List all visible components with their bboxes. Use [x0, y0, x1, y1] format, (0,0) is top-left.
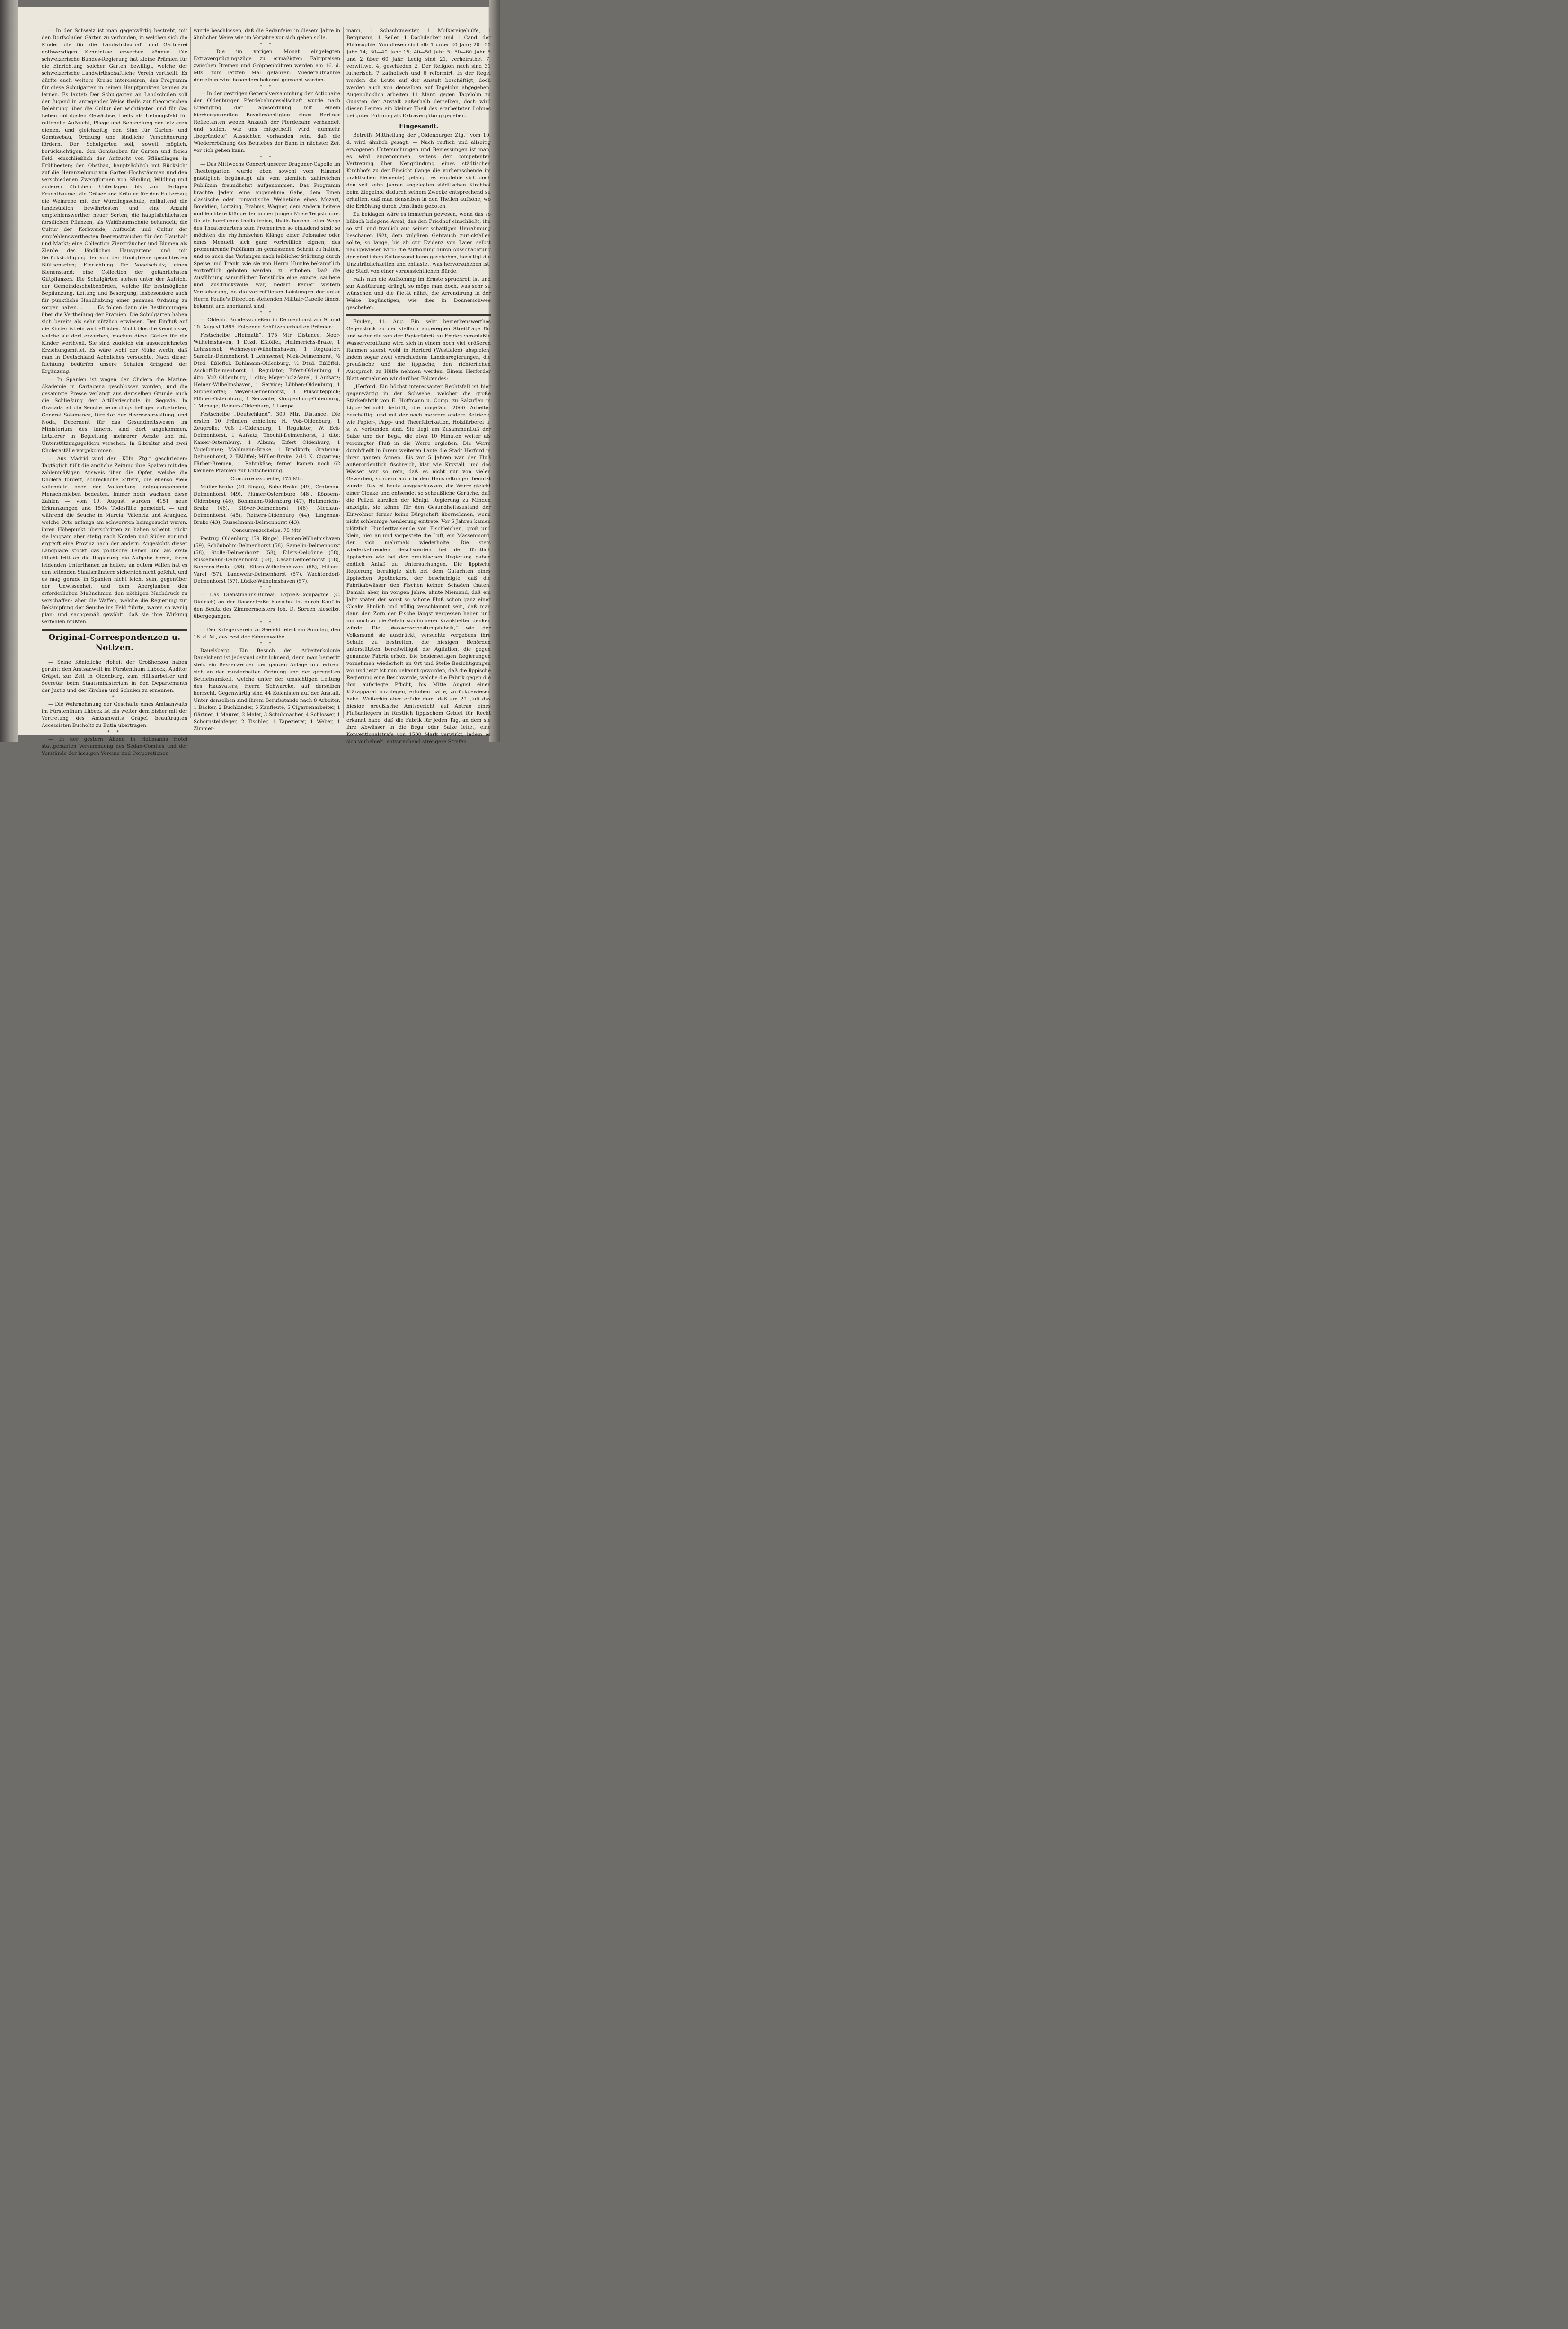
separator-stars: * *: [260, 642, 274, 646]
separator-stars: * *: [260, 43, 274, 47]
separator-stars: * *: [260, 155, 274, 160]
article-bundesschiessen: — Oldenb. Bundesschießen in Delmenhorst am 9. und 10. August 1885. Folgende Schützen erhielten Prämien:: [194, 317, 340, 330]
article-emden: Emden, 11. Aug. Ein sehr bemerkenswerthes Gegenstück zu der vielfach angeregten Streitfrage für und wider die von der Papierfabrik zu Emden veranlaßte Wasservergiftung wird sich in einem noch viel größeren Rahmen zuerst wohl in Herford (Westfalen) abspielen, indem sogar zwei verschiedene Landesregierungen, die preußische und die lippische, den richterlichen Ausspruch zu Hülfe nehmen werden. Einem Herforder Blatt entnehmen wir darüber Folgendes:: [346, 319, 491, 381]
article-herford: „Herford. Ein höchst interessanter Rechtsfall ist hier gegenwärtig in der Schwebe, welcher die große Stärkefabrik von E. Hoffmann u. Comp. zu Salzuflen in Lippe-Detmold betrifft, die ungefähr 2000 Arbeiter beschäftigt und mit der noch mehrere andere Betriebe, wie Papier-, Papp- und Theerfabrikation, Holzfärberei u. s. w. verbunden sind. Sie liegt am Zusammenfluß der Salze und der Bega, die etwa 10 Minuten weiter als vereinigter Fluß in die Werre ergießen. Die Werre durchfließt in ihrem weiteren Laufe die Stadt Herford in ihrer ganzen Ärmen. Bis vor 5 Jahren war der Fluß außerordentlich fischreich, klar wie Krystall, und das Wasser war so rein, daß es nicht nur von vielen Gewerben, sondern auch in den Haushaltungen benutzt wurde. Das ist heute ausgeschlossen, die Werre gleicht einer Cloake und entsendet so scheußliche Gerüche, daß die Polizei kürzlich der königl. Regierung zu Minden anzeigte, sie könne für den Gesundheitszustand der Einwohner ferner keine Bürgschaft übernehmen, wenn nicht schleunige Aenderung eintrete. Vor 5 Jahren kamen plötzlich Hunderttausende von Fischleichen, groß und klein, hier an und verpestete die Luft, ein Massenmord, der sich mehrmals wiederholte. Die stets wiederkehrenden Beschwerden bei der fürstlich lippischen wie bei der preußischen Regierung gaben endlich Anlaß zu Untersuchungen. Die lippische Regierung beruhigte sich bei dem Gutachten eines lippischen Apothekers, der bescheinigte, daß die Fabrikabwässer den Fischen keinen Schaden thäten. Damals aber, im vorigen Jahre, ahnte Niemand, daß ein Jahr später der sonst so schöne Fluß schon ganz einer Cloake ähnlich und völlig verschlammt sein, daß man dann den Zorn der Fische längst vergessen haben und nur noch an die Gefahr schlimmerer Krankheiten denken würde. Die „Wasserverpestungsfabrik,“ wie der Volksmund sie ausdrückt, versuchte vergebens ihre Schuld zu bestreiten, die hiesigen Behörden unterstützten bereitwilligst die Agitation, die gegen genannte Fabrik erhob. Die beiderseitigen Regierungen vornehmen wiederholt an Ort und Stelle Besichtigungen vor und jetzt ist nun bekannt geworden, daß die lippische Regierung eine Beschwerde, welche die Fabrik gegen die ihm auferlegte Pflicht, bis Mitte August einen Klärapparat anzulegen, erhoben hatte, zurückgewiesen habe. Weiterhin aber erfuhr man, daß am 22. Juli das hiesige preußische Amtsgericht auf Antrag eines Flußanliegers in fürstlich lippischem Gebiet für Recht erkannt habe, daß die Fabrik für jeden Tag, an dem sie ihre Abwässer in die Bega oder Salze leitet, eine Konventionalstrafe von 1500 Mark verwirkt, indem es sich vorbehielt, entsprechend strengere Strafen: [346, 384, 491, 744]
list-concurrenzscheibe-175: Müller-Brake (49 Ringe), Bube-Brake (49), Gratenau-Delmenhorst (49), Plümer-Osternburg (48), Köppens-Oldenburg (48), Bohlmann-Oldenburg (47), Hellmerichs-Brake (46), Stöver-Delmenhorst (46) Nicolaus-Delmenhorst (45), Reiners-Oldenburg (44), Lingenau-Brake (43), Russelmann-Delmenhorst (43).: [194, 484, 340, 525]
subheading-concurrenzscheibe-75: Concurrenzscheibe, 75 Mtr.: [232, 528, 302, 533]
separator-stars: * *: [260, 311, 274, 316]
column-rule: [190, 27, 191, 718]
article-express-compagnie: — Das Dienstmanns-Bureau Expreß-Compagnie (C. Dietrich) an der Rosenstraße hieselbst ist durch Kauf in den Besitz des Zimmermeisters Joh. D. Spreen hieselbst übergegangen.: [194, 592, 340, 619]
article-grossherzog: — Seine Königliche Hoheit der Großherzog haben geruht: den Amtsanwalt im Fürstenthum Lübeck, Auditor Gräpel, zur Zeit in Oldenburg, zum Hülfsarbeiter und Secretär beim Staatsministerium in den Departements der Justiz und der Kirchen und Schulen zu ernennen.: [42, 659, 187, 693]
column-1: [42, 27, 187, 756]
article-schweiz-schulgaerten: — In der Schweiz ist man gegenwärtig bestrebt, mit den Dorfschulen Gärten zu verbinden, in welchen sich die Kinder die für die Landwirthschaft und Gärtnerei nothwendigen Kenntnisse erwerben können. Die schweizerische Bundes-Regierung hat kleine Prämien für die Einrichtung solcher Gärten bewilligt, welche der schweizerische Landwirthschaftliche Verein vertheilt. Es dürfte auch weitere Kreise interessiren, das Programm für diese Schulgärten in seinen Hauptpunkten kennen zu lernen. Es lautet: Der Schulgarten an Landschulen soll der Jugend in anregender Weise theils zur theoretischen Belehrung über die Cultur der wichtigsten und für das Leben nöthigsten Gewächse, theils als Uebungsfeld für rationelle Aufzucht, Pflege und Behandlung der letzteren dienen, und gleichzeitig den Sinn für Garten- und Gemüsebau, Ordnung und ländliche Verschönerung fördern. Der Schulgarten soll, soweit möglich, berücksichtigen: den Gemüsebau für Garten und freies Feld, einschließlich der Aufzucht von Pflänzlingen in Frühbeeten; den Obstbau, hauptsächlich mit Rücksicht auf die Heranziehung von Garten-Hochstämmen und den verschiedenen Zwergformen von Sämling, Wildling und anderen üblichen Unterlagen bis zum fertigen Fruchtbaume; die Gräser und Kräuter für den Futterbau; die Weinrebe mit der Würzlingsschule, enthaltend die landesüblich bewährtesten und eine Anzahl empfehlenswerther neuer Sorten; die hauptsächlichsten forstlichen Pflanzen, als Waldbaumschule behandelt; die Cultur der Korbweide; Aufzucht und Cultur der empfehlenswerthesten Beerensträucher für den Haushalt und Markt; eine Collection Ziersträucher und Blumen als Zierde des ländlichen Hausgartens und mit Berücksichtigung der von der Honigbiene gesuchtesten Blüthenarten; Einrichtung für Vogelschutz; einen Bienenstand; eine Collection der gefährlichsten Giftpflanzen. Die Schulgärten stehen unter der Aufsicht der Gemeindeschulbehörden, welche für bestmögliche Bepflanzung, Leitung und Besorgung, insbesondere auch für pünktliche Handhabung einer genauen Ordnung zu sorgen haben. . . . . Es folgen dann die Bestimmungen über die Vertheilung der Prämien. Die Schulgärten haben sich bereits als sehr nützlich erwiesen. Der Einfluß auf die Kinder ist ein vortrefflicher. Nicht blos die Kenntnisse, welche sie dort erwerben, machen diese Gärten für die Kinder werthvoll. Sie sind zugleich ein ausgezeichnetes Erziehungsmittel. Es wäre wohl der Mühe werth, daß man in Deutschland Aehnliches versuchte. Nach dieser Richtung bedürfen unsere Schulen dringend der Ergänzung.: [42, 28, 187, 374]
separator-stars: * *: [260, 85, 274, 89]
article-dragoner-capelle: — Das Mittwochs Concert unserer Dragoner-Capelle im Theatergarten wurde eben sowohl vom Himmel gnädiglich begünstigt als vom ziemlich zahlreichen Publikum freundlichst aufgenommen. Das Programm brachte Jedem eine angenehme Gabe, dem Einen classische oder romantische Weihetöne eines Mozart, Boieldieu, Lortzing, Brahms, Wagner, dem Andern heitere und leichtere Klänge der immer jungen Muse Terpsichore. Da die herrlichen theils freien, theils beschatteten Wege des Theatergartens zum Promeniren so einladend sind: so möchten die rhythmischen Klänge einer Polonaise oder eines Menuett sich ganz vortrefflich eignen, das promenirende Publikum im gemessenen Schritt zu halten, und so auch das Verlangen nach leiblicher Stärkung durch Speise und Trank, wie sie von Herrn Humke bekanntlich vortrefflich geboten werden, zu erhöhen. Daß die Ausführung sämmtlicher Tonstücke eine exacte, saubere und ausdrucksvolle war, bedarf keiner weitern Versicherung, da die vortrefflichen Leistungen der unter Herrn Feuße's Direction stehenden Militair-Capelle längst bekannt und anerkannt sind.: [194, 161, 340, 309]
column-3: [346, 27, 491, 744]
list-concurrenzscheibe-75: Pestrup Oldenburg (59 Ringe), Heinen-Wilhelmshaven (59), Schönbohm-Delmenhorst (58), Samelin-Delmenhorst (58), Stolle-Delmenhorst (58), Eilers-Oelgönne (58), Russelmann-Delmenhorst (58), Cäsar-Delmenhorst (58), Behrens-Brake (58), Eilers-Wilhelmshaven (58), Hillers-Varel (57), Landwehr-Delmenhorst (57), Wachtendorf-Delmenhorst (57), Lüdke-Wilhelmshaven (57).: [194, 536, 340, 584]
article-sedanfeier-cont: wurde beschlossen, daß die Sedanfeier in diesem Jahre in ähnlicher Weise wie im Vorjahre vor sich gehen solle.: [194, 28, 340, 41]
section-heading-eingesandt: Eingesandt.: [399, 123, 439, 130]
book-spine-shadow: [0, 0, 18, 742]
separator-stars: * *: [260, 586, 274, 591]
article-dauelsberg-cont: mann, 1 Schachtmeister, 1 Molkereigehülfe, 1 Bergmann, 1 Seiler, 1 Dachdecker und 1 Cand. der Philosophie. Von diesen sind alt: 1 unter 20 Jahr; 20—30 Jahr 14; 30—40 Jahr 15; 40—50 Jahr 5; 50—60 Jahr 5 und 2 über 60 Jahr. Ledig sind 21, verheirathet 7, verwittwet 4, geschieden 2. Der Religion nach sind 31 lutherisch, 7 katholisch und 6 reformirt. In der Regel werden die Leute auf der Anstalt beschäftigt, doch werden auch von denselben auf Tagelohn abgegeben. Augenblicklich arbeiten 11 Mann gegen Tagelohn zu Gunsten der Anstalt außerhalb derselben, doch wird diesen Leuten ein kleiner Theil des erarbeiteten Lohnes bei guter Führung als Extravergütung gegeben.: [346, 28, 491, 119]
article-extravergnuegungszuege: — Die im vorigen Monat eingelegten Extravergnügungszüge zu ermäßigten Fahrpreisen zwischen Bremen und Gröppenbühren werden am 16. d. Mts. zum letzten Mal gefahren. Wiederaufnahme derselben wird besonders bekannt gemacht werden.: [194, 49, 340, 83]
list-festscheibe-deutschland: Festscheibe „Deutschland“, 300 Mtr. Distance. Die ersten 10 Prämien erhielten: H. Voß-Oldenburg, 1 Zeugrolle; Voß I.-Oldenburg, 1 Regulator; W. Eck-Delmenhorst, 1 Aufsatz; Thouhil-Delmenhorst, 1 dito; Kaiser-Osternburg, 1 Album; Eifert Oldenburg, 1 Vogelbauer; Mahlmann-Brake, 1 Brodkorb; Gratenau-Delmenhorst, 2 Eßlöffel; Müller-Brake, 2/10 K. Cigarren; Färber-Bremen, 1 Rahmkäse; ferner kamen noch 62 kleinere Prämien zur Entscheidung.: [194, 411, 340, 474]
article-spanien-cholera: — In Spanien ist wegen der Cholera die Marine-Akademie in Cartagena geschlossen worden, und die gesammte Presse verlangt aus demselben Grunde auch die Schließung der Artillerieschule in Segovia. In Granada ist die Seuche neuerdings heftiger aufgetreten, General Salamanca, Director der Heeresverwaltung, und Noda, Decernent für das Gesundheitswesen im Ministerium des Innern, sind dort angekommen, Letzterer in Begleitung mehrerer Aerzte und mit Unterstützungsgeldern versehen. In Gibraltar sind zwei Choleraställe vorgekommen.: [42, 377, 187, 453]
subheading-concurrenzscheibe-175: Concurrenzscheibe, 175 Mtr.: [230, 476, 303, 482]
article-kriegerverein-seefeld: — Der Kriegerverein zu Seefeld feiert am Sonntag, den 16. d. M., das Fest der Fahnenweihe.: [194, 627, 340, 640]
article-dauelsberg: Dauelsberg. Ein Besuch der Arbeiterkolonie Dauelsberg ist jedesmal sehr lohnend, denn man bemerkt stets ein Besserwerden der ganzen Anlage und erfreut sich an der musterhaften Ordnung und der geregelten Betriebsamkeit, welche unter der umsichtigen Leitung des Hausvaters, Herrn Schwarcke, auf derselben herrscht. Gegenwärtig sind 44 Kolonisten auf der Anstalt. Unter denselben sind ihrem Berufsstande nach 8 Arbeiter, 1 Bäcker, 2 Buchbinder, 5 Kaufleute, 5 Cigarrenarbeiter, 1 Gärtner, 1 Maurer, 2 Maler, 3 Schuhmacher, 4 Schlosser, 1 Schornsteinfeger, 2 Tischler, 1 Tapezierer, 1 Weber, 1 Zimmer-: [194, 648, 340, 732]
article-madrid-koeln-ztg: — Aus Madrid wird der „Köln. Ztg.“ geschrieben: Tagtäglich füllt die amtliche Zeitung ihre Spalten mit den zahlenmäßigen Ausweis über die Opfer, welche die Cholera fordert, schreckliche Ziffern, die ebenso viele vollendete oder der Vollendung entgegengehende Menschenleben bedeuten. Immer noch wachsen diese Zahlen — vom 10. August wurden 4151 neue Erkrankungen und 1504 Todesfälle gemeldet, — und während die Seuche in Murcia, Valencia und Aranjuez, welche Orte anfangs am schwersten heimgesucht waren, ihren Höhepunkt überschritten zu haben scheint, rückt sie langsam aber stetig nach Norden und Süden vor und ergreift eine Provinz nach der andern. Angesichts dieser Landplage stockt das politische Leben und als erste Pflicht tritt an die Regierung die Aufgabe heran, ihren leidenden Unterthanen zu helfen; an gutem Willen hat es den leitenden Staatsmännern sicherlich nicht gefehlt, und es mag gerade in Spanien nicht leicht sein, gegenüber der Unwissenheit und dem Aberglauben den erforderlichen Maßnahmen den nöthigen Nachdruck zu verschaffen; aber die Waffen, welche die Regierung zur Bekämpfung der Seuche ins Feld führte, waren so wenig plan- und sachgemäß gewählt, daß sie ihre Wirkung verfehlen mußten.: [42, 456, 187, 625]
article-amtsanwalt-luebeck: — Die Wahrnehmung der Geschäfte eines Amtsanwalts im Fürstenthum Lübeck ist bis weiter dem bisher mit der Vertretung des Amtsanwalts Gräpel beauftragten Accessisten Bucholtz zu Eutin übertragen.: [42, 701, 187, 728]
article-eingesandt-kirchhof: Betreffs Mittheilung der „Oldenburger Ztg.“ vom 10. d. wird ähnlich gesagt: — Nach reiflich und allseitig erwogenen Untersuchungen und Bemessungen ist man, es wird angenommen, seitens der competenten Vertretung über Neugründung eines städtischen Kirchhofs zu der Einsicht (lange die vorherrschende im praktischen Elemente) gelangt, es empfehle sich doch den seit zehn Jahren angelegten städtischen Kirchhof beim Ziegelhof dadurch seinem Zwecke entsprechend zu erhalten, daß man denselben in den Theilen aufhöhe, wo die Erhöhung durch Umstände geboten.: [346, 133, 491, 209]
separator-rule: [346, 314, 491, 316]
separator-stars: * *: [260, 621, 274, 626]
article-pferdebahngesellschaft: — In der gestrigen Generalversammlung der Actionaire der Oldenburger Pferdebahngesellschaft wurde nach Erledigung der Tagesordnung mit einem hierhergesandten Bevollmächtigten eines Berliner Reflectanten wegen Ankaufs der Pferdebahn verhandelt und sollen, wie uns mitgetheilt wird, nunmehr „begründete“ Aussichten vorhanden sein, daß die Wiedereröffnung des Betriebes der Bahn in nächster Zeit vor sich gehen kann.: [194, 91, 340, 153]
separator-stars: *: [112, 695, 117, 700]
column-rule: [343, 27, 344, 718]
article-sedan-comite: — In der gestern Abend in Hollmanns Hotel stattgehabten Versammlung des Sedan-Comités und der Vorstände der hiesigen Vereine und Corporationen: [42, 736, 187, 756]
article-eingesandt-arrondirung: Falls nun die Aufhöhung im Ernste spruchreif ist und zur Ausführung drängt, so möge man doch, was sehr zu wünschen und die Pietät nährt, die Arrondirung in der Weise begünstigen, wie dies in Donnerschwee geschehen.: [346, 276, 491, 310]
column-2: [194, 27, 340, 732]
article-eingesandt-friedhof: Zu beklagen wäre es immerhin gewesen, wenn das so hübsch belegene Areal, das den Friedhof einschließt, ihn so still und traulich aus seiner schattigen Umrahmung beschauen läßt, dem vulgären Gebrauch zurückfallen sollte, so lange, bis ab cur Evidenz von Laien selbst nachgewiesen wird: die Aufhöhung durch Ausschachtung der nördlichen Seitenwand kann geschehen, beseitigt die Unzuträglichkeiten und entlastet, was hervorzuheben ist, die Stadt von einer voraussichtlichen Bürde.: [346, 212, 491, 274]
section-heading-correspondenzen: Original-Correspondenzen u. Notizen.: [42, 629, 187, 655]
list-festscheibe-heimath: Festscheibe „Heimath“, 175 Mtr. Distance. Noor-Wilhelmshaven, 1 Dtzd. Eßlöffel; Hellmerichs-Brake, 1 Lehnsessel; Wehmeyer-Wilhelmshaven, 1 Regulator; Samelin-Delmenhorst, 1 Lehnsessel; Niek-Delmenhorst, ½ Dtzd. Eßlöffel; Bohlmann-Oldenburg, ½ Dtzd. Eßlöffel; Aschoff-Delmenhorst, 1 Regulator; Eifert-Oldenburg, 1 dito; Voß Oldenburg, 1 dito; Meyer-holz-Varel, 1 Aufsatz; Heinen-Wilhelmshaven, 1 Service; Lübben-Oldenburg, 1 Suppenlöffel; Meyer-Delmenhorst, 1 Plüschteppich; Plümer-Osternburg, 1 Servante; Kloppenburg-Oldenburg, 1 Menage; Reiners-Oldenburg, 1 Lampe.: [194, 332, 340, 409]
separator-stars: * *: [107, 730, 122, 735]
